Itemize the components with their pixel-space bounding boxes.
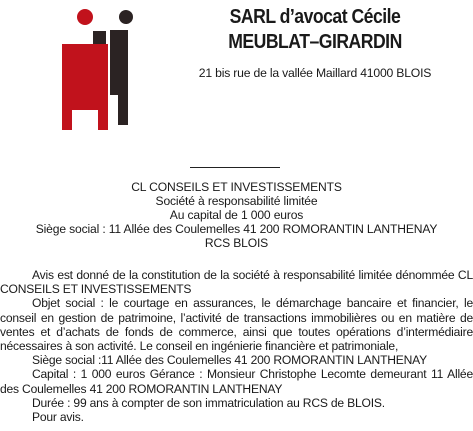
firm-header xyxy=(160,4,470,80)
separator-line xyxy=(190,167,280,168)
company-rcs: RCS BLOIS xyxy=(204,236,269,250)
company-seat: Siège social : 11 Allée des Coulemelles 41 200 ROMORANTIN LANTHENAY xyxy=(35,222,438,236)
logo-dark-figure xyxy=(110,30,128,125)
notice-intro: Avis est donné de la constitution de la société à responsabilité limitée dénommée CL CONSEILS ET INVESTISSEMENTS xyxy=(0,268,473,297)
firm-name-line1: SARL d’avocat Cécile xyxy=(229,5,401,28)
logo-dark-dot xyxy=(119,10,133,24)
company-name: CL CONSEILS ET INVESTISSEMENTS xyxy=(131,180,342,194)
legal-notice xyxy=(0,268,473,424)
logo-small-dark-square xyxy=(93,31,106,44)
company-form: Société à responsabilité limitée xyxy=(155,194,318,208)
firm-name-line2: MEUBLAT–GIRARDIN xyxy=(228,30,402,53)
logo-red-figure xyxy=(62,44,108,130)
notice-duration: Durée : 99 ans à compter de son immatriculation au RCS de BLOIS. xyxy=(32,395,385,410)
notice-capital-management: Capital : 1 000 euros Gérance : Monsieur Christophe Lecomte demeurant 11 Allée des Coulemelles 41 200 ROMORANTIN LANTHENAY xyxy=(0,367,473,396)
law-firm-logo xyxy=(60,0,142,130)
firm-address: 21 bis rue de la vallée Maillard 41000 BLOIS xyxy=(198,66,432,80)
logo-red-dot xyxy=(77,9,93,25)
notice-object: Objet social : le courtage en assurances, le démarchage bancaire et financier, le conseil en gestion de patrimoine, l’activité de transactions immobilières ou en matière de ventes et d’achats de fonds de commerce, ainsi que toutes opérations d’intermédiaire nécessaires à son activité. Le conseil en ingénierie financière et patrimoniale, xyxy=(0,296,473,354)
company-block xyxy=(0,180,473,250)
company-capital: Au capital de 1 000 euros xyxy=(169,208,304,222)
notice-seat: Siège social :11 Allée des Coulemelles 41 200 ROMORANTIN LANTHENAY xyxy=(32,353,428,368)
notice-closing: Pour avis. xyxy=(32,410,84,425)
